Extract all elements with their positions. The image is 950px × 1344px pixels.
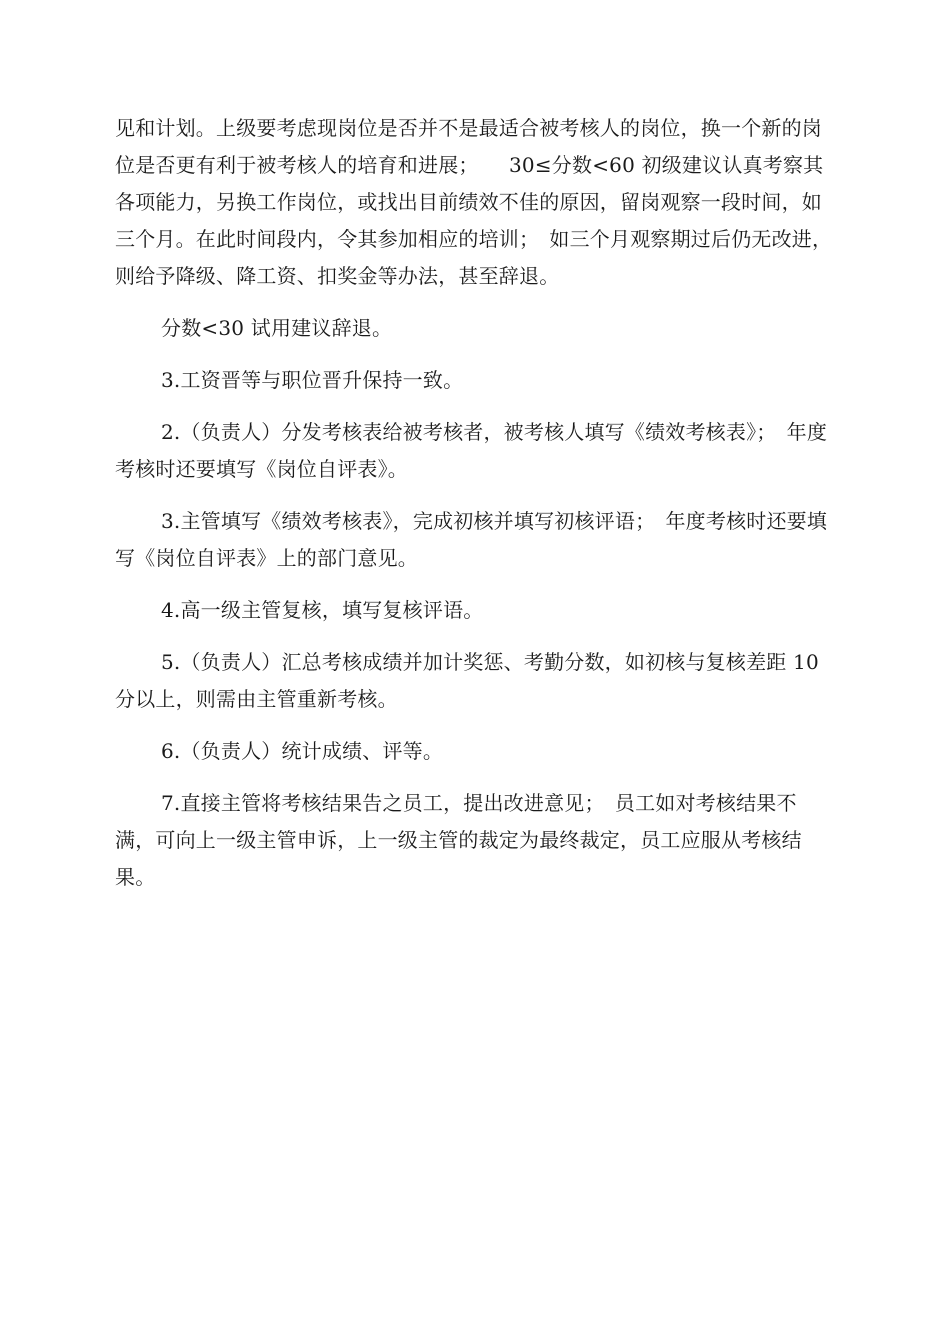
paragraph-item-6-statistics: 6.（负责人）统计成绩、评等。 bbox=[161, 739, 444, 763]
paragraph-item-5-summary: 5.（负责人）汇总考核成绩并加计奖惩、考勤分数，如初核与复核差距 10 分以上，则需由主管重新考核。 bbox=[115, 650, 819, 711]
paragraph-item-7-feedback: 7.直接主管将考核结果告之员工，提出改进意见； 员工如对考核结果不满，可向上一级主管申诉，上一级主管的裁定为最终裁定，员工应服从考核结果。 bbox=[115, 791, 802, 889]
paragraph-item-4-review: 4.高一级主管复核，填写复核评语。 bbox=[161, 598, 484, 622]
paragraph-score-below-30: 分数<30 试用建议辞退。 bbox=[161, 316, 393, 340]
paragraph-item-3-salary: 3.工资晋等与职位晋升保持一致。 bbox=[161, 368, 464, 392]
document-body bbox=[115, 110, 835, 896]
paragraph-item-3-supervisor: 3.主管填写《绩效考核表》，完成初核并填写初核评语； 年度考核时还要填写《岗位自评表》上的部门意见。 bbox=[115, 509, 828, 570]
paragraph-continuation: 见和计划。上级要考虑现岗位是否并不是最适合被考核人的岗位，换一个新的岗位是否更有利于被考核人的培育和进展； 30≤分数<60 初级建议认真考察其各项能力，另换工作岗位，或找出目前绩效不佳的原因，留岗观察一段时间，如三个月。在此时间段内，令其参加相应的培训； 如三个月观察期过后仍无改进，则给予降级、降工资、扣奖金等办法，甚至辞退。 bbox=[115, 116, 833, 288]
paragraph-item-2-distribute: 2.（负责人）分发考核表给被考核者，被考核人填写《绩效考核表》； 年度考核时还要填写《岗位自评表》。 bbox=[115, 420, 828, 481]
